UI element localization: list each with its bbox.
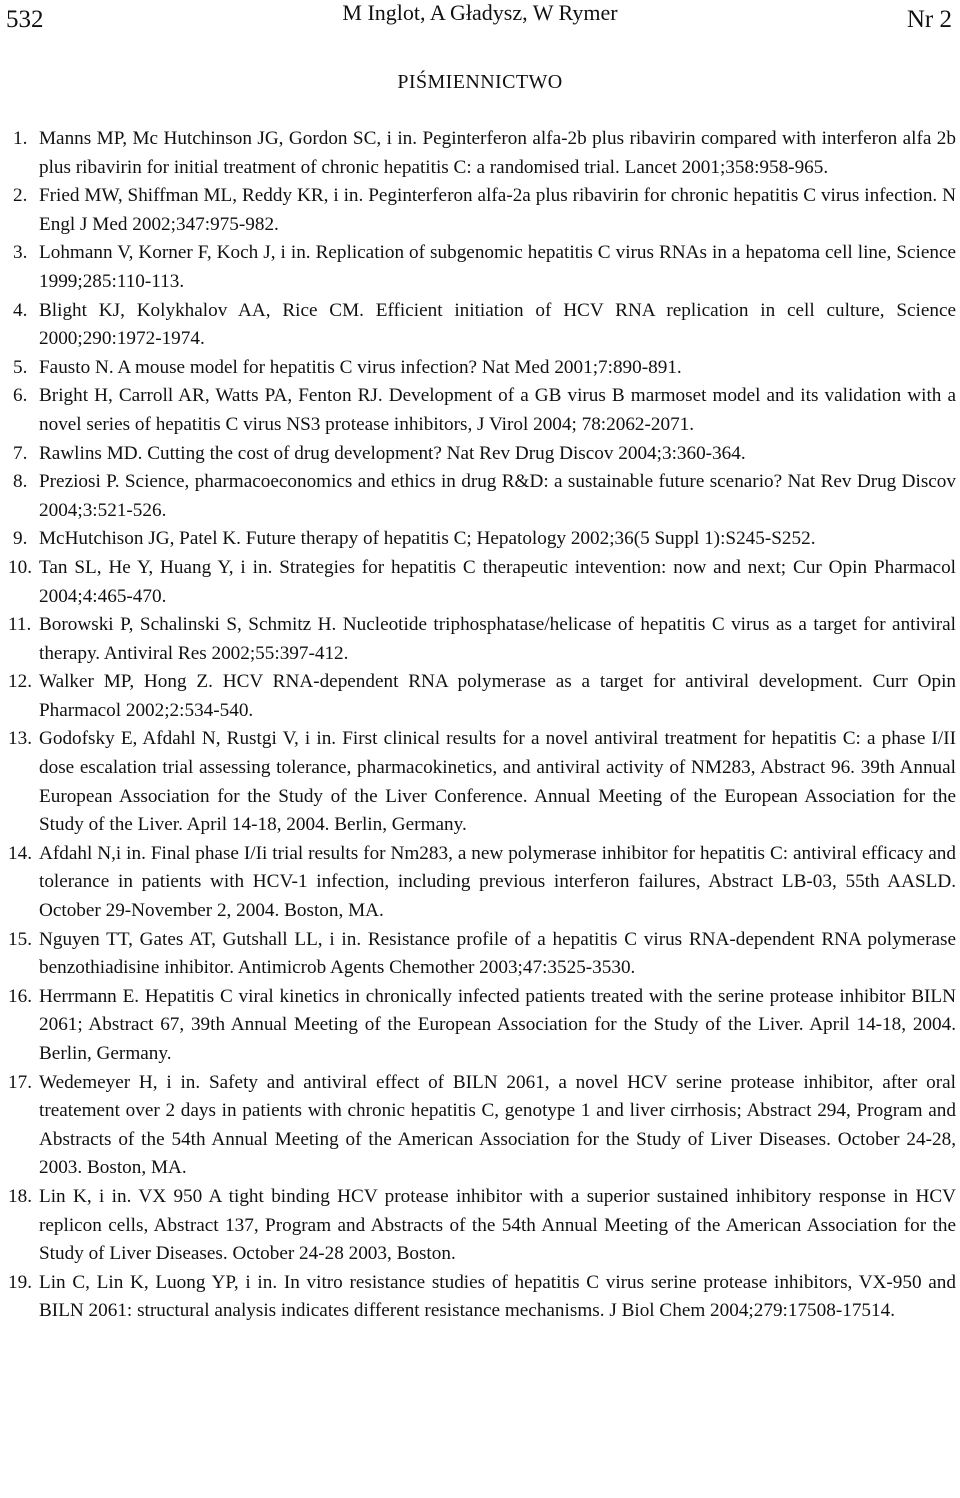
reference-item — [8, 840, 956, 926]
reference-item — [8, 239, 956, 296]
reference-text: Rawlins MD. Cutting the cost of drug development? Nat Rev Drug Discov 2004;3:360-364. — [39, 442, 746, 464]
reference-number: 5. — [13, 356, 28, 378]
reference-number: 18. — [8, 1185, 32, 1207]
reference-text: Tan SL, He Y, Huang Y, i in. Strategies for hepatitis C therapeutic intevention: now and next; Cur Opin Pharmacol 2004;4:465-470. — [39, 556, 956, 607]
reference-text: Blight KJ, Kolykhalov AA, Rice CM. Efficient initiation of HCV RNA replication in cell culture, Science 2000;290:1972-1974. — [39, 299, 956, 350]
reference-item — [8, 1183, 956, 1269]
reference-item — [8, 1269, 956, 1326]
section-title: PIŚMIENNICTWO — [397, 71, 563, 93]
reference-number: 4. — [13, 299, 28, 321]
reference-item — [8, 611, 956, 668]
reference-text: Herrmann E. Hepatitis C viral kinetics in chronically infected patients treated with the serine protease inhibitor BILN 2061; Abstract 67, 39th Annual Meeting of the European Association for the Study of the Liver. April 14-18, 2004. Berlin, Germany. — [39, 985, 956, 1064]
reference-text: McHutchison JG, Patel K. Future therapy of hepatitis C; Hepatology 2002;36(5 Suppl 1):S245-S252. — [39, 528, 816, 550]
reference-item — [8, 1069, 956, 1183]
reference-number: 6. — [13, 385, 28, 407]
reference-number: 11. — [8, 614, 32, 636]
reference-number: 19. — [8, 1271, 32, 1293]
reference-number: 2. — [13, 185, 28, 207]
reference-number: 10. — [8, 556, 32, 578]
reference-number: 15. — [8, 928, 32, 950]
reference-number: 12. — [8, 671, 32, 693]
reference-number: 16. — [8, 985, 32, 1007]
reference-text: Wedemeyer H, i in. Safety and antiviral effect of BILN 2061, a novel HCV serine protease inhibitor, after oral treatement over 2 days in patients with chronic hepatitis C, genotype 1 and liver cirrhosis; Abstract 294, Program and Abstracts of the 54th Annual Meeting of the American Association for the Study of Liver Diseases. October 24-28, 2003. Boston, MA. — [39, 1071, 956, 1179]
reference-number: 9. — [13, 528, 28, 550]
reference-text: Bright H, Carroll AR, Watts PA, Fenton RJ. Development of a GB virus B marmoset model and its validation with a novel series of hepatitis C virus NS3 protease inhibitors, J Virol 2004; 78:2062-2071. — [39, 385, 956, 435]
reference-item — [8, 125, 956, 182]
reference-text: Fausto N. A mouse model for hepatitis C virus infection? Nat Med 2001;7:890-891. — [39, 356, 682, 378]
reference-number: 13. — [8, 728, 32, 750]
reference-item — [8, 983, 956, 1069]
reference-number: 7. — [13, 442, 28, 464]
reference-item — [8, 668, 956, 725]
reference-number: 14. — [8, 842, 32, 864]
reference-item — [8, 525, 956, 554]
reference-item — [8, 468, 956, 525]
reference-item — [8, 382, 956, 439]
reference-item — [8, 926, 956, 983]
page-number: 532 — [6, 6, 44, 33]
reference-item — [8, 440, 956, 469]
reference-text: Lin K, i in. VX 950 A tight binding HCV protease inhibitor with a superior sustained inhibitory response in HCV replicon cells, Abstract 137, Program and Abstracts of the 54th Annual Meeting of the American Association for the Study of Liver Diseases. October 24-28 2003, Boston. — [39, 1185, 956, 1265]
reference-item — [8, 725, 956, 839]
reference-number: 17. — [8, 1071, 32, 1093]
reference-item — [8, 297, 956, 354]
reference-text: Lohmann V, Korner F, Koch J, i in. Replication of subgenomic hepatitis C virus RNAs in a hepatoma cell line, Science 1999;285:110-113. — [39, 242, 956, 292]
reference-item — [8, 354, 956, 383]
reference-number: 1. — [13, 128, 28, 149]
reference-text: Walker MP, Hong Z. HCV RNA-dependent RNA polymerase as a target for antiviral development. Curr Opin Pharmacol 2002;2:534-540. — [39, 671, 956, 721]
reference-list — [8, 125, 956, 1326]
page-header — [0, 0, 960, 40]
reference-text: Nguyen TT, Gates AT, Gutshall LL, i in. Resistance profile of a hepatitis C virus RNA-dependent RNA polymerase benzothiadisine inhibitor. Antimicrob Agents Chemother 2003;47:3525-3530. — [39, 928, 956, 979]
reference-item — [8, 554, 956, 611]
reference-text: Manns MP, Mc Hutchinson JG, Gordon SC, i in. Peginterferon alfa-2b plus ribavirin compared with interferon alfa 2b plus ribavirin for initial treatment of chronic hepatitis C: a randomised trial. Lancet 2001;358:958-965. — [39, 128, 956, 178]
reference-number: 8. — [13, 471, 28, 493]
issue-number: Nr 2 — [906, 6, 952, 33]
reference-text: Borowski P, Schalinski S, Schmitz H. Nucleotide triphosphatase/helicase of hepatitis C virus as a target for antiviral therapy. Antiviral Res 2002;55:397-412. — [39, 614, 956, 664]
reference-text: Godofsky E, Afdahl N, Rustgi V, i in. First clinical results for a novel antiviral treatment for hepatitis C: a phase I/II dose escalation trial assessing tolerance, pharmacokinetics, and antiviral activity of NM283, Abstract 96. 39th Annual European Association for the Study of the Liver Conference. Annual Meeting of the European Association for the Study of the Liver. April 14-18, 2004. Berlin, Germany. — [39, 728, 956, 836]
running-head-authors: M Inglot, A Gładysz, W Rymer — [342, 0, 618, 25]
reference-text: Lin C, Lin K, Luong YP, i in. In vitro resistance studies of hepatitis C virus serine protease inhibitors, VX-950 and BILN 2061: structural analysis indicates different resistance mechanisms. J Biol Chem 2004;279:17508-17514. — [39, 1271, 956, 1322]
reference-text: Fried MW, Shiffman ML, Reddy KR, i in. Peginterferon alfa-2a plus ribavirin for chronic hepatitis C virus infection. N Engl J Med 2002;347:975-982. — [39, 185, 956, 235]
reference-text: Preziosi P. Science, pharmacoeconomics and ethics in drug R&D: a sustainable future scenario? Nat Rev Drug Discov 2004;3:521-526. — [39, 471, 956, 521]
reference-text: Afdahl N,i in. Final phase I/Ii trial results for Nm283, a new polymerase inhibitor for hepatitis C: antiviral efficacy and tolerance in patients with HCV-1 infection, including previous interferon failures, Abstract LB-03, 55th AASLD. October 29-November 2, 2004. Boston, MA. — [39, 842, 956, 922]
reference-number: 3. — [13, 242, 28, 264]
reference-item — [8, 182, 956, 239]
